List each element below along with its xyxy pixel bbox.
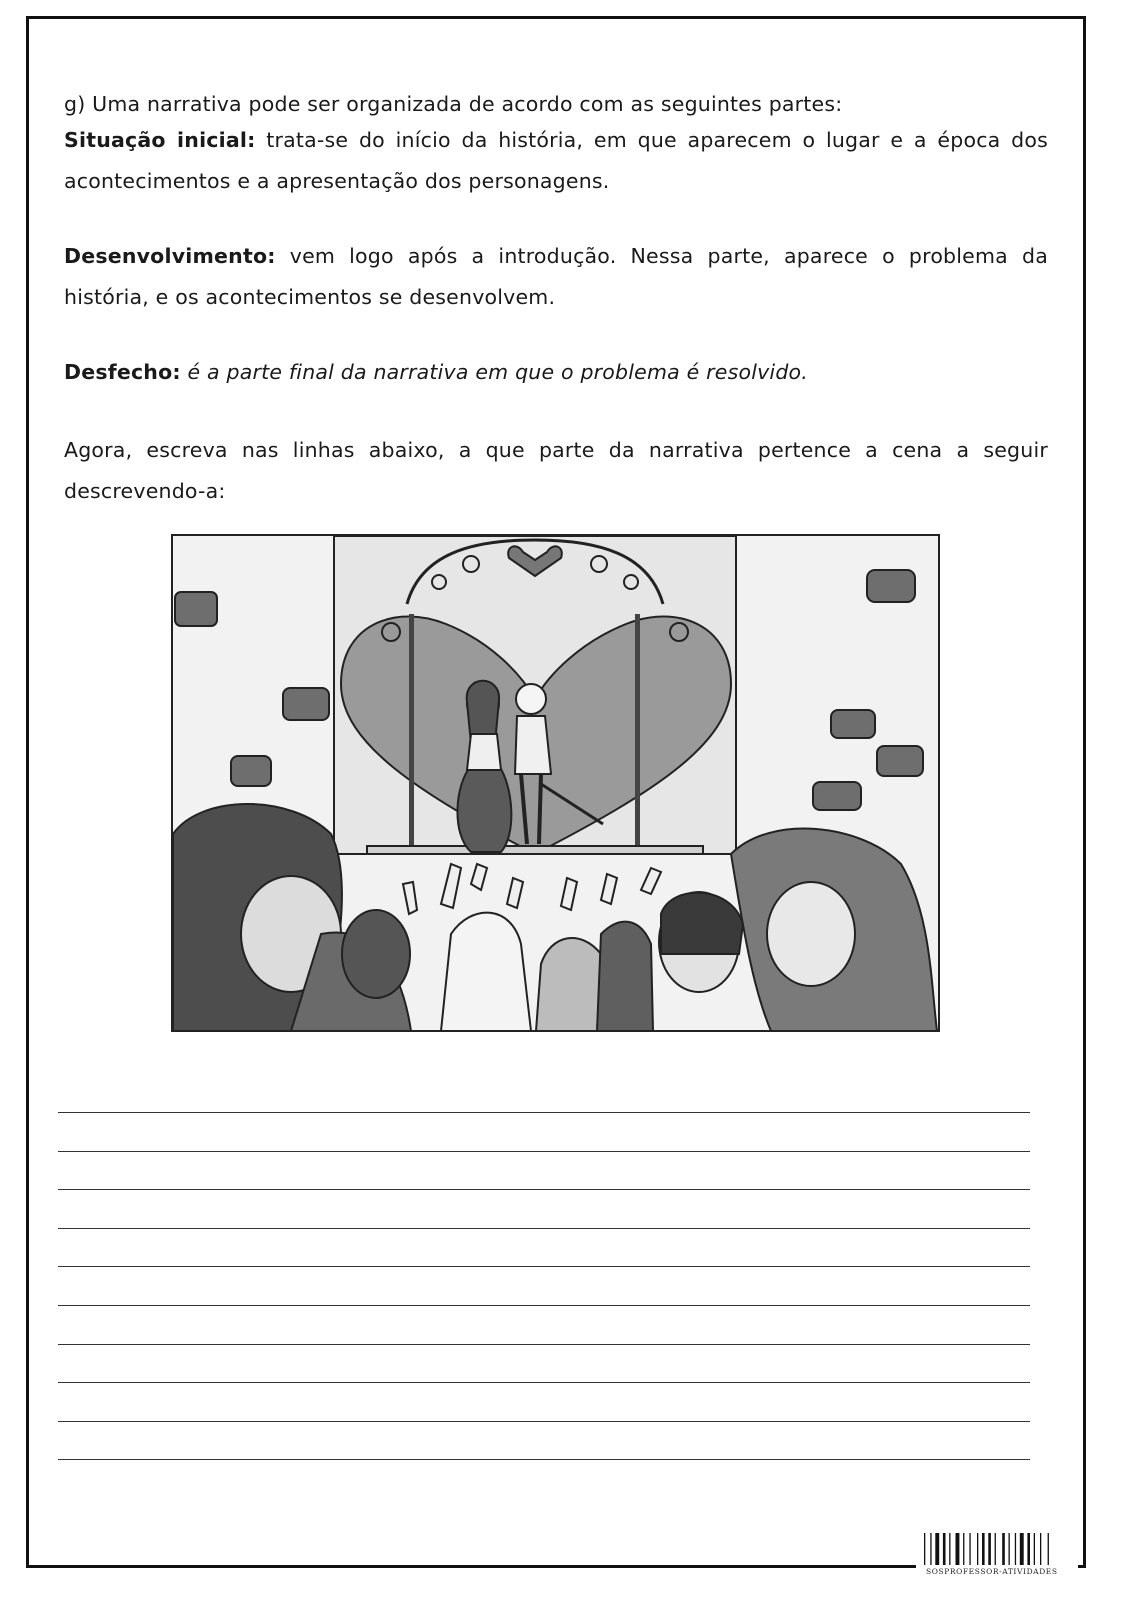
- barcode-bar: [1040, 1533, 1041, 1565]
- barcode-bar: [949, 1533, 950, 1565]
- page-border-bottom: [26, 1565, 916, 1568]
- barcode-bar: [1009, 1533, 1010, 1565]
- part-description: trata-se do início da história, em que aparecem o lugar e a época dos acontecimentos e a apresentação dos personagens.: [64, 128, 1049, 193]
- barcode-bar: [930, 1533, 931, 1565]
- barcode-bar: [943, 1533, 946, 1565]
- part-description: vem logo após a introdução. Nessa parte, aparece o problema da história, e os acontecimentos se desenvolvem.: [64, 244, 1048, 309]
- answer-line[interactable]: [58, 1344, 1030, 1345]
- theater-scene-illustration: [171, 534, 940, 1032]
- barcode-bar: [977, 1533, 978, 1565]
- answer-line[interactable]: [58, 1112, 1030, 1113]
- answer-line[interactable]: [58, 1228, 1030, 1229]
- part-desfecho: [64, 352, 1048, 393]
- question-intro: g) Uma narrativa pode ser organizada de acordo com as seguintes partes:: [64, 92, 843, 116]
- part-term: Desenvolvimento:: [64, 244, 276, 268]
- barcode-bar: [1027, 1533, 1030, 1565]
- barcode-bar: [956, 1533, 960, 1565]
- barcode-bar: [1020, 1533, 1024, 1565]
- part-term: Situação inicial:: [64, 128, 256, 152]
- instruction: Agora, escreva nas linhas abaixo, a que parte da narrativa pertence a cena a seguir descrevendo-a:: [64, 438, 1048, 503]
- part-situacao-inicial: [64, 120, 1048, 202]
- barcode-bar: [1048, 1533, 1049, 1565]
- barcode-bar: [1002, 1533, 1005, 1565]
- barcode-bar: [1034, 1533, 1035, 1565]
- barcode-bar: [935, 1533, 939, 1565]
- barcode-bar: [963, 1533, 964, 1565]
- barcode-bar: [1015, 1533, 1016, 1565]
- answer-line[interactable]: [58, 1305, 1030, 1306]
- barcode-bar: [988, 1533, 991, 1565]
- barcode-caption: SOSPROFESSOR-ATIVIDADES: [926, 1567, 1058, 1576]
- barcode-bar: [924, 1533, 925, 1565]
- answer-line[interactable]: [58, 1266, 1030, 1267]
- part-term: Desfecho:: [64, 360, 181, 384]
- barcode-bar: [995, 1533, 996, 1565]
- part-desenvolvimento: [64, 236, 1048, 318]
- barcode-bar: [982, 1533, 985, 1565]
- answer-line[interactable]: [58, 1421, 1030, 1422]
- answer-line[interactable]: [58, 1459, 1030, 1460]
- answer-line[interactable]: [58, 1151, 1030, 1152]
- answer-line[interactable]: [58, 1189, 1030, 1190]
- barcode-bar: [969, 1533, 970, 1565]
- part-description: é a parte final da narrativa em que o problema é resolvido.: [187, 360, 808, 384]
- page-border-bottom-end: [1078, 1565, 1086, 1568]
- answer-line[interactable]: [58, 1382, 1030, 1383]
